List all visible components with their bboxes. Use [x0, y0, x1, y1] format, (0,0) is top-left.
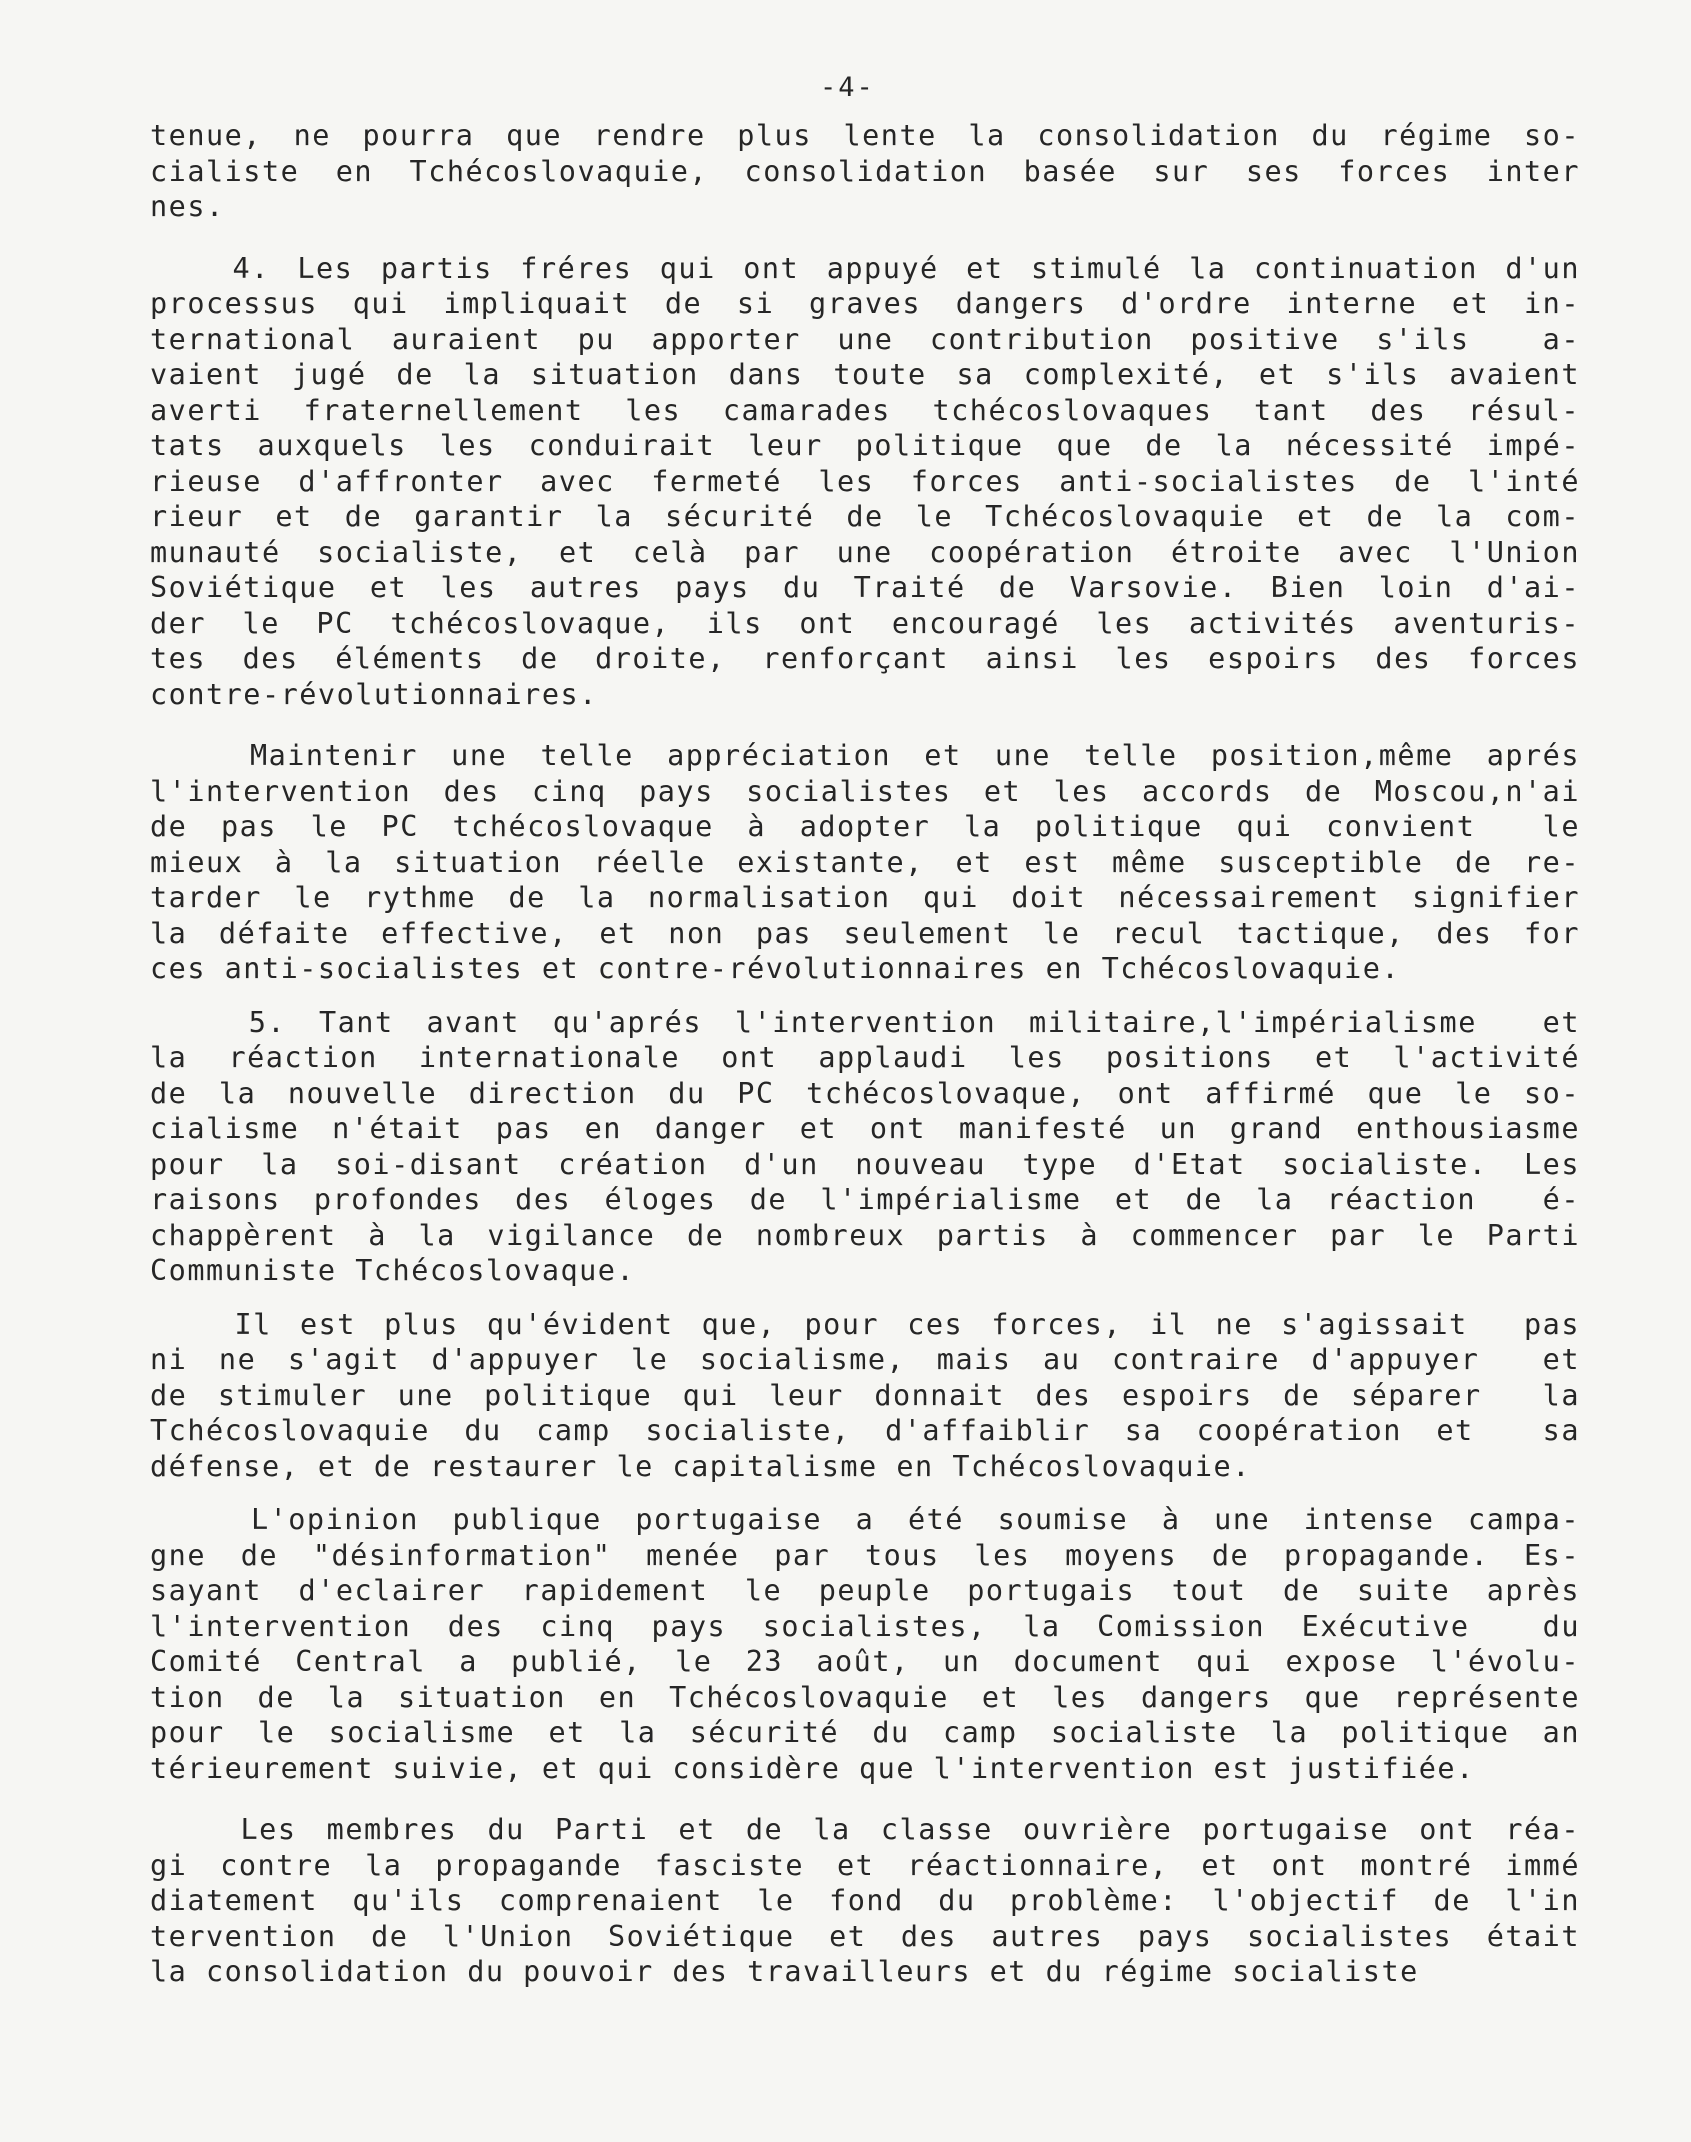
text-line: gne de "désinformation" menée par tous les moyens de propagande. Es-	[150, 1538, 1580, 1572]
text-line: tarder le rythme de la normalisation qui doit nécessairement signifier	[150, 881, 1580, 914]
text-line: tion de la situation en Tchécoslovaquie et les dangers que représente	[150, 1680, 1580, 1714]
text-line: ternational auraient pu apporter une contribution positive s'ils a-	[150, 322, 1580, 356]
text-line: Soviétique et les autres pays du Traité de Varsovie. Bien loin d'ai-	[150, 571, 1580, 604]
text-line: mieux à la situation réelle existante, et est même susceptible de re-	[150, 845, 1580, 879]
paragraph-il-est	[150, 1307, 1580, 1485]
text-line: de pas le PC tchécoslovaque à adopter la politique qui convient le	[150, 810, 1580, 843]
text-line: ni ne s'agit d'appuyer le socialisme, mais au contraire d'appuyer et	[150, 1343, 1580, 1376]
text-line: der le PC tchécoslovaque, ils ont encouragé les activités aventuris-	[150, 606, 1580, 640]
page-number: -4-	[820, 72, 875, 103]
text-line: Il est plus qu'évident que, pour ces forces, il ne s'agissait pas	[150, 1307, 1580, 1341]
text-line: contre-révolutionnaires.	[150, 677, 598, 711]
text-line: Communiste Tchécoslovaque.	[150, 1254, 636, 1287]
text-line: Maintenir une telle appréciation et une telle position,même aprés	[150, 739, 1580, 772]
text-line: de stimuler une politique qui leur donnait des espoirs de séparer la	[150, 1378, 1580, 1412]
text-line: pour la soi-disant création d'un nouveau type d'Etat socialiste. Les	[150, 1147, 1580, 1181]
text-line: la réaction internationale ont applaudi les positions et l'activité	[150, 1041, 1580, 1074]
text-line: pour le socialisme et la sécurité du camp socialiste la politique an	[150, 1716, 1580, 1749]
text-line: munauté socialiste, et celà par une coopération étroite avec l'Union	[150, 535, 1580, 569]
text-line: l'intervention des cinq pays socialistes et les accords de Moscou,n'ai	[150, 774, 1580, 808]
text-line: nes.	[150, 190, 225, 223]
text-line: la consolidation du pouvoir des travailleurs et du régime socialiste	[150, 1955, 1419, 1988]
text-line: térieurement suivie, et qui considère que l'intervention est justifiée.	[150, 1751, 1475, 1785]
text-line: cialiste en Tchécoslovaquie, consolidation basée sur ses forces inter	[150, 154, 1580, 188]
paragraph-point-5	[150, 1005, 1580, 1289]
text-line: rieuse d'affronter avec fermeté les forces anti-socialistes de l'inté	[150, 464, 1580, 498]
text-line: rieur et de garantir la sécurité de le Tchécoslovaquie et de la com-	[150, 500, 1580, 533]
text-line: 5. Tant avant qu'aprés l'intervention militaire,l'impérialisme et	[150, 1005, 1580, 1039]
paragraph-maintenir	[150, 738, 1580, 987]
text-line: gi contre la propagande fasciste et réactionnaire, et ont montré immé	[150, 1848, 1580, 1882]
text-line: la défaite effective, et non pas seulement le recul tactique, des for	[150, 916, 1580, 950]
text-line: tenue, ne pourra que rendre plus lente la consolidation du régime so-	[150, 119, 1580, 152]
paragraph-point-4	[150, 251, 1580, 713]
text-line: l'intervention des cinq pays socialistes, la Comission Exécutive du	[150, 1609, 1580, 1643]
text-line: défense, et de restaurer le capitalisme en Tchécoslovaquie.	[150, 1449, 1251, 1483]
text-line: vaient jugé de la situation dans toute sa complexité, et s'ils avaient	[150, 358, 1580, 391]
text-line: de la nouvelle direction du PC tchécoslovaque, ont affirmé que le so-	[150, 1076, 1580, 1110]
text-line: ces anti-socialistes et contre-révolutionnaires en Tchécoslovaquie.	[150, 952, 1401, 985]
text-line: tervention de l'Union Soviétique et des autres pays socialistes était	[150, 1919, 1580, 1953]
text-line: processus qui impliquait de si graves dangers d'ordre interne et in-	[150, 287, 1580, 320]
text-line: tats auxquels les conduirait leur politique que de la nécessité impé-	[150, 429, 1580, 462]
text-line: sayant d'eclairer rapidement le peuple portugais tout de suite après	[150, 1574, 1580, 1607]
text-line: averti fraternellement les camarades tchécoslovaques tant des résul-	[150, 393, 1580, 427]
paragraph-membres-du-parti	[150, 1812, 1580, 1990]
text-line: tes des éléments de droite, renforçant ainsi les espoirs des forces	[150, 642, 1580, 675]
text-line: Les membres du Parti et de la classe ouvrière portugaise ont réa-	[150, 1813, 1580, 1846]
text-line: Comité Central a publié, le 23 août, un document qui expose l'évolu-	[150, 1645, 1580, 1678]
text-line: diatement qu'ils comprenaient le fond du problème: l'objectif de l'in	[150, 1884, 1580, 1917]
text-line: chappèrent à la vigilance de nombreux partis à commencer par le Parti	[150, 1218, 1580, 1252]
body-text	[150, 118, 1580, 1990]
text-line: Tchécoslovaquie du camp socialiste, d'affaiblir sa coopération et sa	[150, 1414, 1580, 1447]
paragraph-opinion-publique	[150, 1502, 1580, 1786]
paragraph-continuation	[150, 118, 1580, 225]
text-line: L'opinion publique portugaise a été soumise à une intense campa-	[150, 1503, 1580, 1536]
text-line: 4. Les partis fréres qui ont appuyé et stimulé la continuation d'un	[150, 251, 1580, 285]
text-line: cialisme n'était pas en danger et ont manifesté un grand enthousiasme	[150, 1112, 1580, 1145]
text-line: raisons profondes des éloges de l'impérialisme et de la réaction é-	[150, 1183, 1580, 1216]
